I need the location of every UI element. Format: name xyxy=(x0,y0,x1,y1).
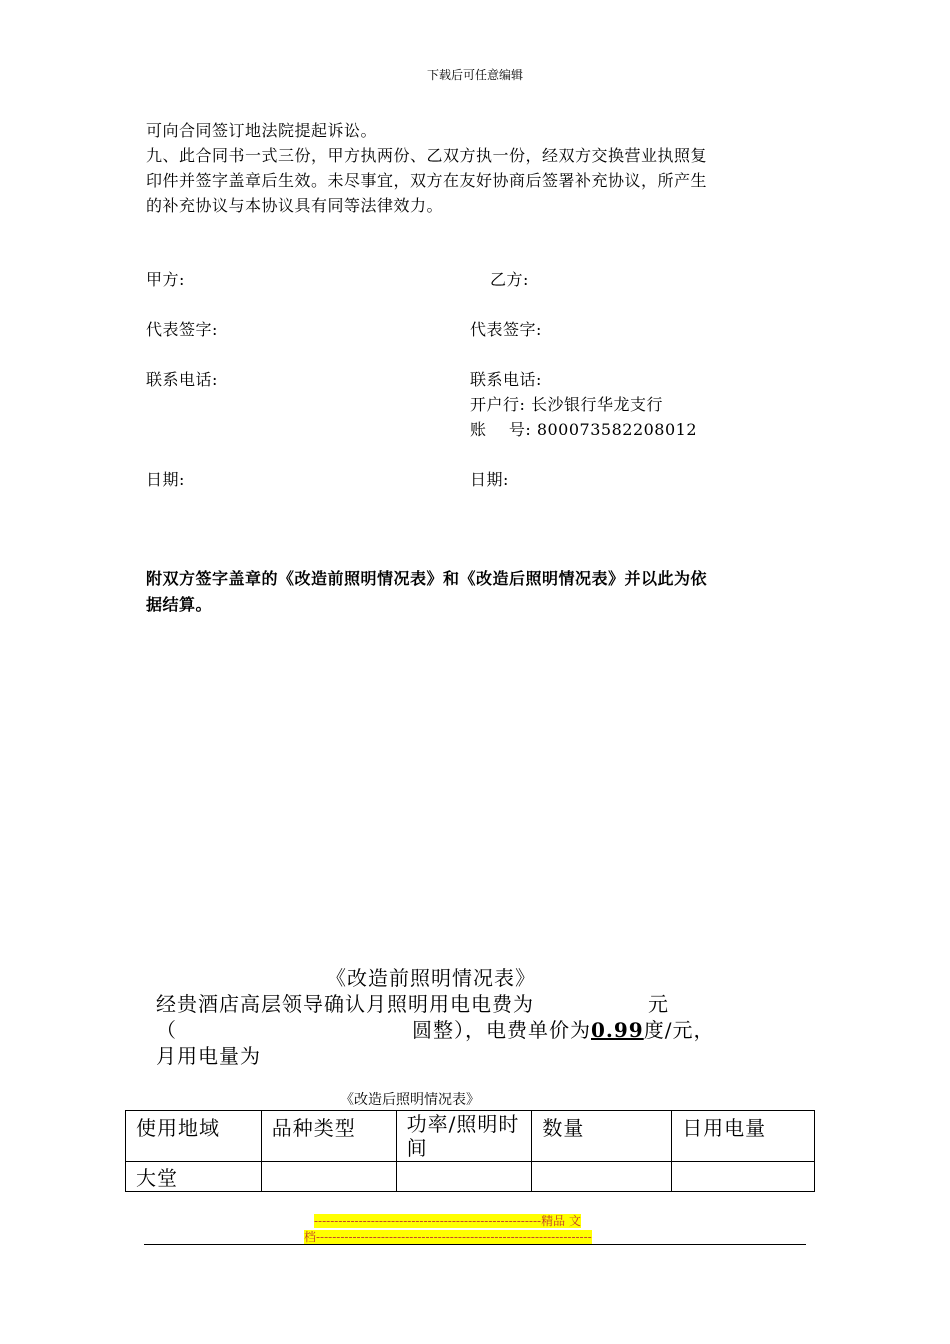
before-line-2-prefix: 圆整），电费单价为 xyxy=(412,1018,591,1042)
before-line-2-suffix: 度/元， xyxy=(643,1018,715,1042)
table-row xyxy=(126,1162,815,1192)
body-line-1: 可向合同签订地法院提起诉讼。 xyxy=(146,121,378,140)
body-line-3: 印件并签字盖章后生效。未尽事宜，双方在友好协商后签署补充协议，所产生 xyxy=(146,171,708,190)
party-a-label: 甲方: xyxy=(146,270,185,289)
after-table-title: 《改造后照明情况表》 xyxy=(340,1092,480,1108)
party-b-label: 乙方: xyxy=(490,270,529,289)
footer-rule xyxy=(144,1244,806,1245)
footer-highlight-2: 档-------------------------------------------------------------------- xyxy=(304,1230,592,1244)
rep-b-label: 代表签字: xyxy=(470,320,542,339)
table-cell xyxy=(396,1162,532,1192)
table-header-cell: 功率/照明时间 xyxy=(396,1111,532,1162)
table-header-row xyxy=(126,1111,815,1162)
phone-b-label: 联系电话: xyxy=(470,370,542,389)
table-cell xyxy=(672,1162,815,1192)
table-header-cell: 数量 xyxy=(532,1111,672,1162)
phone-a-label: 联系电话: xyxy=(146,370,218,389)
account-label: 账 号: 800073582208012 xyxy=(470,420,698,439)
rep-a-label: 代表签字: xyxy=(146,320,218,339)
before-line-2-paren: （ xyxy=(156,1018,177,1042)
body-line-4: 的补充协议与本协议具有同等法律效力。 xyxy=(146,196,444,215)
date-b-label: 日期: xyxy=(470,470,509,489)
table-header-cell: 品种类型 xyxy=(261,1111,396,1162)
attachment-note-line-1: 附双方签字盖章的《改造前照明情况表》和《改造后照明情况表》并以此为依 xyxy=(146,569,708,588)
before-line-1-unit: 元 xyxy=(648,992,669,1016)
date-a-label: 日期: xyxy=(146,470,185,489)
footer-line-2 xyxy=(304,1226,592,1245)
bank-label: 开户行: 长沙银行华龙支行 xyxy=(470,395,663,414)
body-line-2: 九、此合同书一式三份，甲方执两份、乙双方执一份，经双方交换营业执照复 xyxy=(146,146,708,165)
before-table-title: 《改造前照明情况表》 xyxy=(326,966,536,990)
attachment-note-line-2: 据结算。 xyxy=(146,595,213,614)
table-cell xyxy=(261,1162,396,1192)
table-header-cell: 使用地域 xyxy=(126,1111,262,1162)
table-cell xyxy=(532,1162,672,1192)
lighting-table xyxy=(125,1110,815,1192)
before-line-3: 月用电量为 xyxy=(156,1044,261,1068)
page-header: 下载后可任意编辑 xyxy=(426,68,523,82)
table-header-cell: 日用电量 xyxy=(672,1111,815,1162)
before-line-1-text: 经贵酒店高层领导确认月照明用电电费为 xyxy=(156,992,534,1016)
table-cell: 大堂 xyxy=(126,1162,262,1192)
before-line-2-text xyxy=(412,1014,714,1043)
electricity-price: 0.99 xyxy=(591,1018,644,1042)
footer-highlight-1: --------------------------------------------------------精品 文 xyxy=(314,1214,581,1228)
